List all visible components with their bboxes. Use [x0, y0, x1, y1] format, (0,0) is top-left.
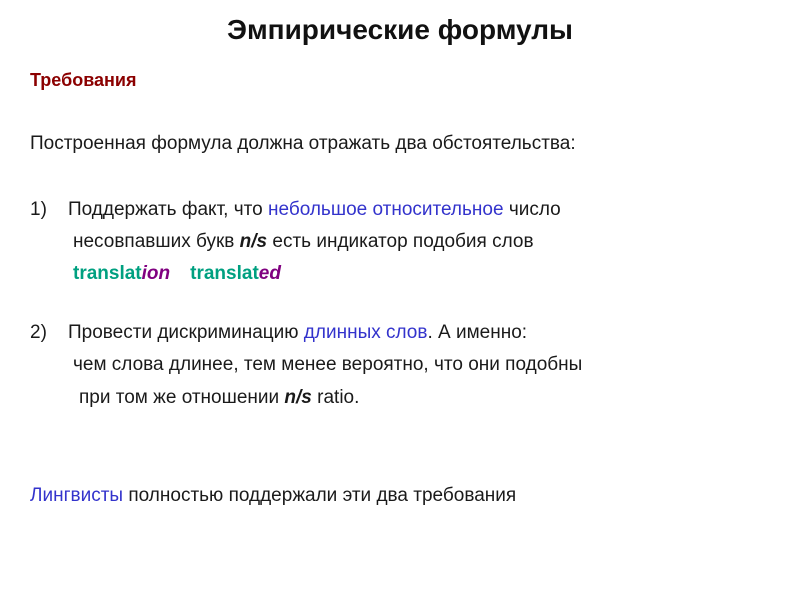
slide-title: Эмпирические формулы — [227, 14, 573, 45]
item1-line2 — [73, 230, 534, 254]
item1-highlight: небольшое относительное — [267, 199, 504, 220]
item2-number: 2) — [30, 322, 47, 343]
conclusion-rest: полностью поддержали эти два требования — [123, 485, 517, 506]
item2-line1 — [30, 321, 527, 345]
item1-number: 1) — [30, 199, 47, 220]
example2-stem: translat — [190, 263, 259, 284]
item2-line3-after: ratio. — [311, 387, 360, 408]
item1-line2-before: несовпавших букв — [73, 231, 240, 252]
item1-ns-term: n/s — [239, 231, 268, 252]
conclusion-highlight: Лингвисты — [30, 485, 124, 506]
item1-text-after: число — [503, 199, 561, 220]
item2-highlight: длинных слов — [303, 322, 428, 343]
item2-ns-term: n/s — [284, 387, 312, 408]
conclusion-line — [30, 484, 516, 508]
example1-stem: translat — [73, 263, 142, 284]
requirements-subheading: Требования — [30, 70, 137, 90]
intro-text: Построенная формула должна отражать два обстоятельства: — [30, 133, 576, 154]
item1-line2-after: есть индикатор подобия слов — [267, 231, 534, 252]
item2-line2: чем слова длинее, тем менее вероятно, что они подобны — [73, 354, 583, 375]
item2-line3-before: при том же отношении — [79, 387, 285, 408]
example1-suffix: ion — [141, 263, 171, 284]
item2-line3 — [79, 386, 359, 410]
item2-text-after: . А именно: — [427, 322, 528, 343]
example2-suffix: ed — [258, 263, 281, 284]
item2-text-before: Провести дискриминацию — [68, 322, 304, 343]
item1-text-before: Поддержать факт, что — [68, 199, 268, 220]
item1-line1 — [30, 198, 561, 222]
item1-examples — [73, 262, 281, 286]
